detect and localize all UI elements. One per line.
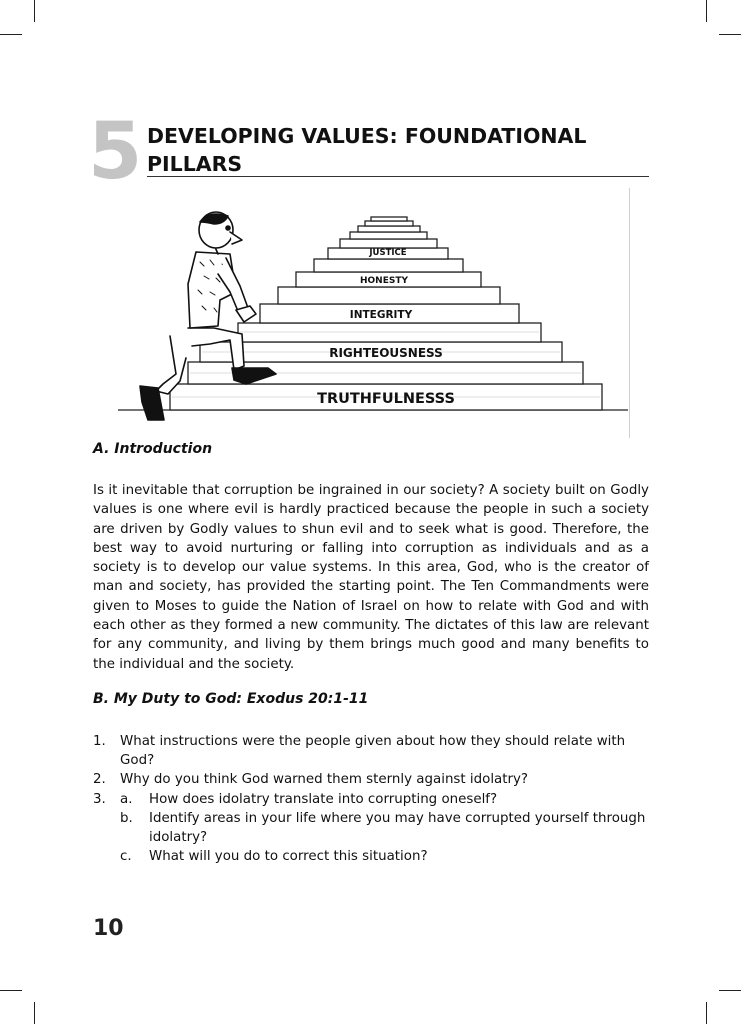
step-label-integrity: INTEGRITY bbox=[349, 309, 413, 321]
sub-question-letter: a. bbox=[120, 791, 133, 807]
section-b-heading: B. My Duty to God: Exodus 20:1-11 bbox=[93, 691, 369, 707]
page-number: 10 bbox=[93, 916, 124, 941]
chapter-title bbox=[147, 122, 587, 178]
crop-mark-top-right bbox=[706, 0, 707, 22]
sub-question bbox=[120, 790, 649, 809]
crop-mark-bottom-right bbox=[706, 1002, 707, 1024]
crop-mark-top-right-h bbox=[719, 34, 741, 35]
chapter-number: 5 bbox=[88, 107, 141, 197]
list-item bbox=[93, 732, 649, 770]
list-item bbox=[93, 770, 649, 789]
step-label-truthfulness: TRUTHFULNESSS bbox=[317, 391, 455, 407]
question-list bbox=[93, 732, 649, 866]
chapter-title-line-2: PILLARS bbox=[147, 152, 243, 176]
question-number: 1. bbox=[93, 734, 106, 749]
crop-mark-top-left bbox=[34, 0, 35, 22]
question-text: What instructions were the people given about how they should relate with God? bbox=[120, 734, 626, 769]
step-label-honesty: HONESTY bbox=[359, 276, 409, 286]
question-number: 2. bbox=[93, 772, 106, 788]
section-a-heading: A. Introduction bbox=[93, 441, 213, 457]
staircase-illustration bbox=[118, 188, 640, 440]
crop-mark-bottom-left bbox=[34, 1002, 35, 1024]
introduction-paragraph: Is it inevitable that corruption be ingrained in our society? A society built on Godly values is one where evil is hardly practiced because the people in such a society are driven by Godly values to shun evil and to seek what is good. Therefore, the best way to avoid nurturing or falling into corruption as individuals and as a society is to develop our value systems. In this area, God, who is the creator of man and society, has provided the starting point. The Ten Commandments were given to Moses to guide the Nation of Israel on how to relate with God and with each other as they formed a new community. The dictates of this law are relevant for any community, and living by them brings much good and many benefits to the individual and the society. bbox=[93, 483, 649, 672]
sub-question-text: Identify areas in your life where you may have corrupted yourself through idolatry? bbox=[149, 810, 646, 846]
chapter-title-line-1: DEVELOPING VALUES: FOUNDATIONAL bbox=[147, 124, 587, 148]
step-label-righteousness: RIGHTEOUSNESS bbox=[329, 346, 443, 360]
title-rule bbox=[147, 176, 649, 177]
list-item bbox=[93, 790, 649, 867]
question-number: 3. bbox=[93, 791, 106, 807]
crop-mark-top-left-h bbox=[0, 34, 22, 35]
sub-question bbox=[120, 847, 649, 866]
sub-question bbox=[120, 809, 649, 847]
crop-mark-bottom-right-h bbox=[719, 990, 741, 991]
question-text: Why do you think God warned them sternly against idolatry? bbox=[120, 772, 529, 788]
sub-question-letter: b. bbox=[120, 810, 133, 826]
sub-question-text: How does idolatry translate into corrupting oneself? bbox=[149, 791, 498, 807]
step-label-justice: JUSTICE bbox=[369, 248, 407, 258]
sub-question-text: What will you do to correct this situation? bbox=[149, 849, 428, 865]
crop-mark-bottom-left-h bbox=[0, 990, 22, 991]
sub-question-letter: c. bbox=[120, 849, 132, 865]
